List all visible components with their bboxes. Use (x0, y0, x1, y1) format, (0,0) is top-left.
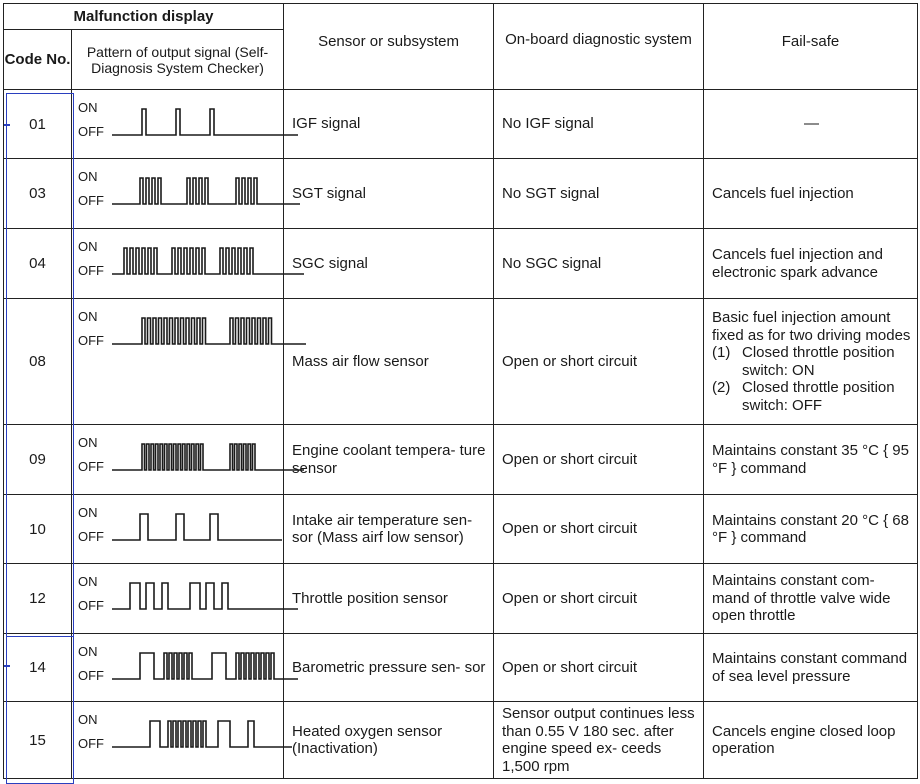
failsafe-item-text: Closed throttle position switch: OFF (742, 379, 895, 414)
diagnostic-cell: Open or short circuit (494, 299, 704, 425)
off-label: OFF (78, 529, 104, 544)
failsafe-text: Basic fuel injection amount fixed as for two driving modes (712, 309, 911, 344)
table-row (4, 299, 918, 425)
diagnostic-cell: Open or short circuit (494, 495, 704, 564)
signal-pattern-cell (72, 90, 284, 159)
signal-pattern-cell (72, 702, 284, 779)
failsafe-item-number: (2) (712, 379, 731, 396)
waveform-graphic (112, 571, 312, 617)
diagnostic-cell: No SGC signal (494, 229, 704, 299)
code-cell: 03 (4, 159, 72, 229)
off-label: OFF (78, 459, 104, 474)
sensor-cell: Engine coolant tempera- ture sensor (284, 425, 494, 495)
off-label: OFF (78, 333, 104, 348)
failsafe-cell: Cancels engine closed loop operation (704, 702, 918, 779)
diagnostic-cell: Open or short circuit (494, 425, 704, 495)
waveform-graphic (112, 166, 312, 212)
on-label: ON (78, 239, 98, 254)
table-row (4, 90, 918, 159)
off-label: OFF (78, 668, 104, 683)
on-label: ON (78, 169, 98, 184)
on-label: ON (78, 309, 98, 324)
failsafe-list-item (712, 379, 911, 414)
waveform-line (112, 583, 298, 609)
diagnostic-cell: Open or short circuit (494, 634, 704, 702)
diagnostic-cell: No SGT signal (494, 159, 704, 229)
table-row (4, 159, 918, 229)
sensor-cell: IGF signal (284, 90, 494, 159)
failsafe-cell: — (704, 90, 918, 159)
failsafe-cell: Maintains constant command of sea level pressure (704, 634, 918, 702)
off-label: OFF (78, 736, 104, 751)
malfunction-table (3, 3, 918, 779)
sensor-column-header: Sensor or subsystem (284, 4, 494, 90)
failsafe-cell: Cancels fuel injection and electronic spark advance (704, 229, 918, 299)
signal-pattern-cell (72, 299, 284, 425)
signal-pattern-cell (72, 425, 284, 495)
failsafe-column-header: Fail-safe (704, 4, 918, 90)
code-cell: 09 (4, 425, 72, 495)
waveform-graphic (112, 236, 312, 282)
code-cell: 14 (4, 634, 72, 702)
waveform-graphic (112, 502, 312, 548)
waveform-line (112, 444, 304, 470)
failsafe-cell (704, 299, 918, 425)
failsafe-list-item (712, 344, 911, 379)
sensor-cell: SGC signal (284, 229, 494, 299)
waveform-graphic (112, 432, 312, 478)
signal-pattern-cell (72, 634, 284, 702)
row-tick-mark (4, 665, 10, 667)
waveform-line (112, 178, 300, 204)
diagnostic-cell: Sensor output continues less than 0.55 V 180 sec. after engine speed ex- ceeds 1,500 rpm (494, 702, 704, 779)
waveform-graphic (112, 641, 312, 687)
sensor-cell: Intake air temperature sen- sor (Mass airf low sensor) (284, 495, 494, 564)
failsafe-cell: Maintains constant 35 °C { 95 °F } command (704, 425, 918, 495)
malfunction-display-header: Malfunction display (4, 4, 284, 30)
sensor-cell: Heated oxygen sensor (Inactivation) (284, 702, 494, 779)
table-row (4, 229, 918, 299)
waveform-line (112, 318, 306, 344)
off-label: OFF (78, 263, 104, 278)
diagnostic-cell: Open or short circuit (494, 564, 704, 634)
on-label: ON (78, 505, 98, 520)
on-label: ON (78, 574, 98, 589)
on-label: ON (78, 100, 98, 115)
off-label: OFF (78, 598, 104, 613)
failsafe-item-number: (1) (712, 344, 731, 361)
sensor-cell: Mass air flow sensor (284, 299, 494, 425)
waveform-line (112, 514, 282, 540)
code-cell: 01 (4, 90, 72, 159)
failsafe-item-text: Closed throttle position switch: ON (742, 344, 895, 379)
on-label: ON (78, 644, 98, 659)
diagnostic-cell: No IGF signal (494, 90, 704, 159)
signal-pattern-cell (72, 564, 284, 634)
waveform-line (112, 721, 292, 747)
table-row (4, 425, 918, 495)
waveform-line (112, 248, 304, 274)
waveform-line (112, 109, 298, 135)
code-cell: 04 (4, 229, 72, 299)
failsafe-cell: Cancels fuel injection (704, 159, 918, 229)
failsafe-cell: Maintains constant com- mand of throttle valve wide open throttle (704, 564, 918, 634)
table-row (4, 564, 918, 634)
diagnostic-column-header: On-board diagnostic system (494, 4, 704, 90)
off-label: OFF (78, 193, 104, 208)
code-column-header: Code No. (4, 30, 72, 90)
pattern-column-header: Pattern of output signal (Self-Diagnosis System Checker) (72, 30, 284, 90)
row-tick-mark (4, 124, 10, 126)
waveform-graphic (112, 709, 312, 755)
off-label: OFF (78, 124, 104, 139)
on-label: ON (78, 712, 98, 727)
on-label: ON (78, 435, 98, 450)
waveform-line (112, 653, 298, 679)
code-cell: 10 (4, 495, 72, 564)
sensor-cell: SGT signal (284, 159, 494, 229)
failsafe-list (712, 344, 911, 414)
sensor-cell: Throttle position sensor (284, 564, 494, 634)
signal-pattern-cell (72, 495, 284, 564)
waveform-graphic (112, 97, 312, 143)
code-cell: 15 (4, 702, 72, 779)
signal-pattern-cell (72, 229, 284, 299)
table-row (4, 634, 918, 702)
table-row (4, 495, 918, 564)
sensor-cell: Barometric pressure sen- sor (284, 634, 494, 702)
code-cell: 12 (4, 564, 72, 634)
waveform-graphic (112, 306, 312, 352)
code-cell: 08 (4, 299, 72, 425)
signal-pattern-cell (72, 159, 284, 229)
failsafe-cell: Maintains constant 20 °C { 68 °F } command (704, 495, 918, 564)
table-row (4, 702, 918, 779)
